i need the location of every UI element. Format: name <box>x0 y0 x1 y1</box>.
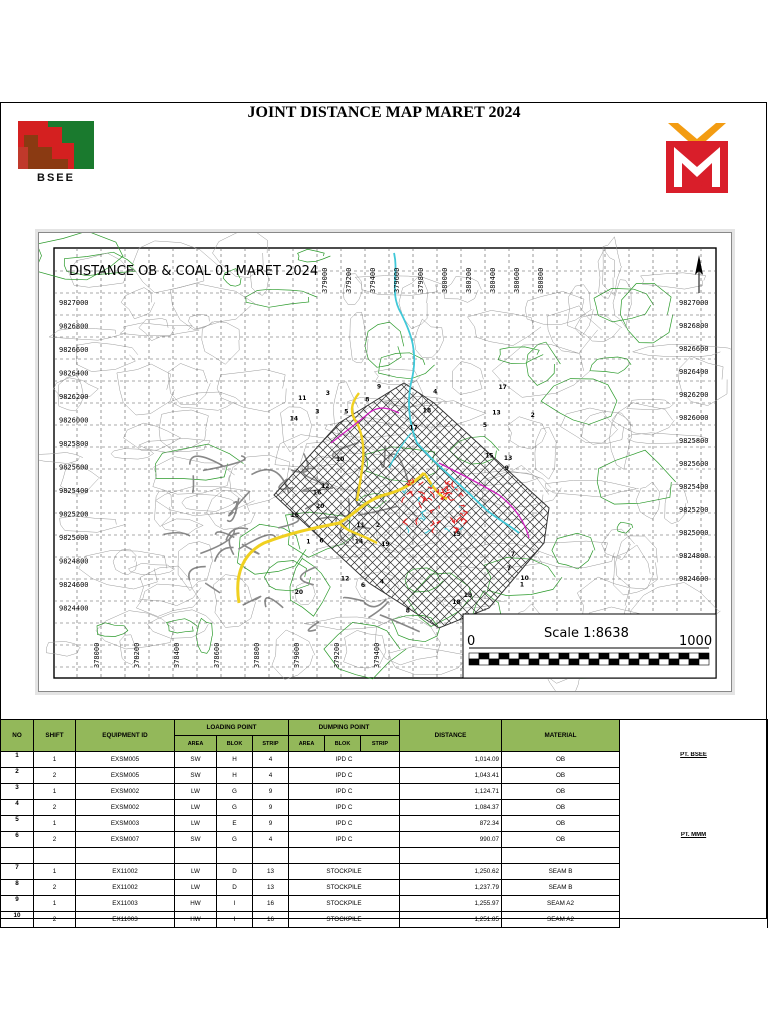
top-tick: 380400 <box>489 267 497 293</box>
right-tick: 9826800 <box>679 322 709 330</box>
row-no: 10 <box>1 912 34 928</box>
scale-segment <box>489 659 499 665</box>
route-point-label: 16 <box>290 511 299 519</box>
empty-cell <box>502 848 620 864</box>
header-loading-point: LOADING POINT <box>175 720 289 736</box>
route-point-label: 1 <box>306 538 311 546</box>
map-canvas <box>39 233 731 691</box>
row-equipment-id: EXSM002 <box>76 800 175 816</box>
row-dumping-point: IPD C <box>289 752 400 768</box>
bottom-tick: 378200 <box>133 642 141 668</box>
scale-segment <box>559 659 569 665</box>
right-tick: 9826200 <box>679 391 709 399</box>
row-loading-strip: 13 <box>253 864 289 880</box>
distance-table <box>0 719 768 928</box>
route-point-label: 2 <box>376 522 381 529</box>
row-distance: 1,237.79 <box>400 880 502 896</box>
scale-segment <box>679 653 689 659</box>
row-loading-blok: G <box>217 784 253 800</box>
right-tick: 9826600 <box>679 345 709 353</box>
empty-cell <box>289 848 400 864</box>
route-point-label: 20 <box>316 503 325 511</box>
empty-cell <box>400 848 502 864</box>
row-equipment-id: EX11003 <box>76 896 175 912</box>
empty-cell <box>253 848 289 864</box>
bottom-tick: 378400 <box>173 642 181 668</box>
table-row <box>1 832 768 848</box>
map-title: DISTANCE OB & COAL 01 MARET 2024 <box>69 264 319 279</box>
scale-segment <box>679 659 689 665</box>
header-dumping-blok: BLOK <box>325 736 361 752</box>
row-material: OB <box>502 784 620 800</box>
top-tick: 380000 <box>441 267 449 293</box>
row-loading-area: SW <box>175 768 217 784</box>
scale-segment <box>649 659 659 665</box>
bottom-tick: 379000 <box>293 642 301 668</box>
row-material: SEAM A2 <box>502 912 620 928</box>
header-dumping-point: DUMPING POINT <box>289 720 400 736</box>
scale-segment <box>619 653 629 659</box>
scale-segment <box>609 653 619 659</box>
scale-segment <box>479 653 489 659</box>
table-row <box>1 752 768 768</box>
empty-cell <box>217 848 253 864</box>
row-distance: 990.07 <box>400 832 502 848</box>
row-material: SEAM A2 <box>502 896 620 912</box>
route-point-label: 18 <box>422 407 432 415</box>
row-dumping-point: IPD C <box>289 816 400 832</box>
empty-cell <box>76 848 175 864</box>
route-point-label: 15 <box>452 531 461 538</box>
row-loading-strip: 4 <box>253 768 289 784</box>
row-shift: 2 <box>34 880 76 896</box>
header-distance: DISTANCE <box>400 720 502 752</box>
scale-segment <box>529 653 539 659</box>
row-loading-area: LW <box>175 784 217 800</box>
route-point-label: 19 <box>463 592 473 600</box>
route-point-label: 13 <box>492 409 501 417</box>
row-dumping-point: STOCKPILE <box>289 864 400 880</box>
row-distance: 1,251.85 <box>400 912 502 928</box>
bottom-tick: 378600 <box>213 642 221 668</box>
left-tick: 9825600 <box>59 463 89 472</box>
row-loading-blok: I <box>217 912 253 928</box>
row-dumping-point: STOCKPILE <box>289 880 400 896</box>
left-tick: 9824400 <box>59 604 89 613</box>
row-equipment-id: EX11003 <box>76 912 175 928</box>
route-point-label: 17 <box>498 383 507 391</box>
row-shift: 1 <box>34 864 76 880</box>
scale-segment <box>599 659 609 665</box>
scale-segment <box>469 653 479 659</box>
scale-segment <box>629 659 639 665</box>
row-loading-strip: 9 <box>253 816 289 832</box>
top-tick: 379000 <box>321 267 329 293</box>
row-material: OB <box>502 832 620 848</box>
header-dumping-area: AREA <box>289 736 325 752</box>
row-no: 4 <box>1 800 34 816</box>
right-tick: 9827000 <box>679 299 709 307</box>
route-point-label: 11 <box>298 395 307 403</box>
left-tick: 9826200 <box>59 393 89 401</box>
scale-segment <box>599 653 609 659</box>
left-tick: 9827000 <box>59 299 89 307</box>
route-point-label: 6 <box>360 582 366 589</box>
scale-segment <box>549 653 559 659</box>
row-shift: 1 <box>34 896 76 912</box>
row-material: OB <box>502 768 620 784</box>
scale-segment <box>669 659 679 665</box>
top-tick: 379600 <box>393 267 401 293</box>
row-loading-blok: I <box>217 896 253 912</box>
row-material: SEAM B <box>502 880 620 896</box>
scale-segment <box>499 659 509 665</box>
route-point-label: 4 <box>433 388 438 396</box>
row-loading-blok: D <box>217 880 253 896</box>
left-tick: 9825400 <box>59 487 89 495</box>
scale-segment <box>479 659 489 665</box>
scale-segment <box>629 653 639 659</box>
route-point-label: 4 <box>379 578 385 586</box>
left-tick: 9826800 <box>59 322 89 331</box>
row-loading-blok: G <box>217 800 253 816</box>
left-tick: 9825800 <box>59 440 89 448</box>
row-loading-area: LW <box>175 816 217 832</box>
right-tick: 9825800 <box>679 437 709 445</box>
scale-segment <box>639 653 649 659</box>
row-equipment-id: EXSM007 <box>76 832 175 848</box>
row-loading-area: HW <box>175 912 217 928</box>
row-dumping-point: IPD C <box>289 832 400 848</box>
route-point-label: 10 <box>520 574 529 582</box>
header-dumping-strip: STRIP <box>361 736 400 752</box>
scale-segment <box>569 653 579 659</box>
row-equipment-id: EXSM003 <box>76 816 175 832</box>
route-point-label: 1 <box>519 581 525 589</box>
row-no: 3 <box>1 784 34 800</box>
right-tick: 9825000 <box>679 529 709 537</box>
left-tick: 9825200 <box>59 510 89 519</box>
row-equipment-id: EXSM005 <box>76 768 175 784</box>
row-shift: 2 <box>34 912 76 928</box>
scale-segment <box>509 653 519 659</box>
row-loading-strip: 4 <box>253 752 289 768</box>
scale-segment <box>579 659 589 665</box>
scale-segment <box>609 659 619 665</box>
row-dumping-point: IPD C <box>289 800 400 816</box>
row-loading-area: LW <box>175 800 217 816</box>
route-point-label: 5 <box>344 408 349 416</box>
company-pt-bsee: PT. BSEE <box>620 752 768 832</box>
row-loading-blok: E <box>217 816 253 832</box>
row-distance: 1,043.41 <box>400 768 502 784</box>
left-tick: 9826400 <box>59 369 89 378</box>
route-point-label: 7 <box>506 564 512 572</box>
right-tick: 9826400 <box>679 368 709 376</box>
empty-cell <box>1 848 34 864</box>
row-distance: 872.34 <box>400 816 502 832</box>
top-tick: 379200 <box>345 267 353 293</box>
company-header-cell <box>620 720 768 752</box>
left-tick: 9824600 <box>59 581 89 589</box>
right-tick: 9825400 <box>679 483 709 491</box>
route-point-label: 9 <box>504 464 509 472</box>
row-loading-strip: 9 <box>253 800 289 816</box>
mmm-logo <box>666 123 728 193</box>
scale-segment <box>569 659 579 665</box>
bottom-tick: 379400 <box>373 642 381 668</box>
row-shift: 1 <box>34 752 76 768</box>
route-point-label: 12 <box>321 483 330 491</box>
row-shift: 1 <box>34 784 76 800</box>
scale-label: Scale 1:8638 <box>544 626 629 641</box>
row-loading-strip: 13 <box>253 880 289 896</box>
row-distance: 1,014.09 <box>400 752 502 768</box>
route-point-label: 15 <box>485 452 494 460</box>
route-point-label: 8 <box>405 607 410 615</box>
route-point-label: 13 <box>503 455 513 462</box>
bsee-logo <box>18 121 94 183</box>
route-point-label: 19 <box>381 541 390 549</box>
scale-segment <box>589 653 599 659</box>
left-tick: 9825000 <box>59 534 89 542</box>
row-shift: 2 <box>34 800 76 816</box>
row-shift: 2 <box>34 768 76 784</box>
route-point-label: 7 <box>510 550 515 558</box>
distance-map <box>38 232 732 692</box>
row-shift: 1 <box>34 816 76 832</box>
row-loading-area: HW <box>175 896 217 912</box>
row-dumping-point: IPD C <box>289 784 400 800</box>
bottom-tick: 378800 <box>253 642 261 668</box>
header-material: MATERIAL <box>502 720 620 752</box>
bottom-tick: 378000 <box>93 642 101 668</box>
route-point-label: 20 <box>294 589 304 596</box>
row-distance: 1,250.62 <box>400 864 502 880</box>
row-no: 7 <box>1 864 34 880</box>
row-shift: 2 <box>34 832 76 848</box>
route-point-label: 2 <box>530 412 535 419</box>
row-material: OB <box>502 816 620 832</box>
route-point-label: 3 <box>325 390 330 398</box>
row-no: 5 <box>1 816 34 832</box>
row-loading-area: SW <box>175 752 217 768</box>
row-material: OB <box>502 800 620 816</box>
right-tick: 9824800 <box>679 552 709 560</box>
scale-end: 1000 <box>679 634 713 649</box>
row-loading-blok: D <box>217 864 253 880</box>
right-tick: 9824600 <box>679 575 709 583</box>
page-title: JOINT DISTANCE MAP MARET 2024 <box>247 104 521 121</box>
row-no: 8 <box>1 880 34 896</box>
route-point-label: 9 <box>377 383 382 391</box>
scale-segment <box>699 659 709 665</box>
empty-cell <box>175 848 217 864</box>
bottom-tick: 379200 <box>333 642 341 668</box>
scale-segment <box>669 653 679 659</box>
route-point-label: 17 <box>409 424 418 432</box>
header-equipment: EQUIPMENT ID <box>76 720 175 752</box>
row-loading-strip: 16 <box>253 912 289 928</box>
row-distance: 1,255.97 <box>400 896 502 912</box>
row-no: 9 <box>1 896 34 912</box>
scale-segment <box>499 653 509 659</box>
left-tick: 9826000 <box>59 416 89 425</box>
scale-segment <box>689 659 699 665</box>
road-line <box>193 475 194 493</box>
left-tick: 9824800 <box>59 557 89 566</box>
header-loading-blok: BLOK <box>217 736 253 752</box>
route-point-label: 18 <box>452 598 461 606</box>
header-loading-strip: STRIP <box>253 736 289 752</box>
route-point-label: 14 <box>354 538 364 546</box>
scale-segment <box>539 659 549 665</box>
top-tick: 379400 <box>369 267 377 293</box>
row-dumping-point: IPD C <box>289 768 400 784</box>
scale-segment <box>689 653 699 659</box>
empty-cell <box>34 848 76 864</box>
scale-segment <box>579 653 589 659</box>
row-loading-blok: H <box>217 752 253 768</box>
scale-segment <box>519 653 529 659</box>
scale-start: 0 <box>467 634 476 649</box>
row-loading-area: LW <box>175 880 217 896</box>
header-shift: SHIFT <box>34 720 76 752</box>
route-point-label: 16 <box>312 489 322 497</box>
route-point-label: 6 <box>319 537 324 545</box>
scale-segment <box>549 659 559 665</box>
row-material: SEAM B <box>502 864 620 880</box>
scale-segment <box>519 659 529 665</box>
scale-segment <box>509 659 519 665</box>
scale-segment <box>659 659 669 665</box>
route-point-label: 10 <box>336 455 345 463</box>
row-loading-blok: G <box>217 832 253 848</box>
scale-segment <box>539 653 549 659</box>
scale-segment <box>659 653 669 659</box>
header-loading-area: AREA <box>175 736 217 752</box>
route-point-label: 5 <box>482 421 488 429</box>
right-tick: 9825600 <box>679 460 709 468</box>
row-distance: 1,124.71 <box>400 784 502 800</box>
route-point-label: 11 <box>356 522 365 530</box>
row-equipment-id: EXSM002 <box>76 784 175 800</box>
right-tick: 9826000 <box>679 414 709 422</box>
row-equipment-id: EXSM005 <box>76 752 175 768</box>
scale-segment <box>639 659 649 665</box>
row-equipment-id: EX11002 <box>76 864 175 880</box>
top-tick: 380800 <box>537 267 545 293</box>
left-tick: 9826600 <box>59 346 89 354</box>
route-point-label: 12 <box>340 575 350 583</box>
row-dumping-point: STOCKPILE <box>289 912 400 928</box>
row-loading-strip: 16 <box>253 896 289 912</box>
row-distance: 1,084.37 <box>400 800 502 816</box>
scale-segment <box>589 659 599 665</box>
row-loading-blok: H <box>217 768 253 784</box>
scale-segment <box>699 653 709 659</box>
top-tick: 380600 <box>513 267 521 293</box>
scale-segment <box>469 659 479 665</box>
row-equipment-id: EX11002 <box>76 880 175 896</box>
route-point-label: 8 <box>365 396 370 404</box>
header-no: NO <box>1 720 34 752</box>
row-material: OB <box>502 752 620 768</box>
row-loading-area: SW <box>175 832 217 848</box>
row-loading-strip: 9 <box>253 784 289 800</box>
route-point-label: 14 <box>289 415 299 423</box>
row-loading-strip: 4 <box>253 832 289 848</box>
row-no: 2 <box>1 768 34 784</box>
scale-segment <box>559 653 569 659</box>
scale-segment <box>619 659 629 665</box>
scale-segment <box>489 653 499 659</box>
right-tick: 9825200 <box>679 506 709 514</box>
row-dumping-point: STOCKPILE <box>289 896 400 912</box>
row-no: 6 <box>1 832 34 848</box>
route-point-label: 3 <box>315 408 320 416</box>
row-loading-area: LW <box>175 864 217 880</box>
scale-segment <box>529 659 539 665</box>
row-no: 1 <box>1 752 34 768</box>
top-tick: 380200 <box>465 267 473 293</box>
scale-segment <box>649 653 659 659</box>
bsee-logo-text: BSEE <box>37 172 75 183</box>
top-tick: 379800 <box>417 267 425 293</box>
company-pt-mmm: PT. MMM <box>620 832 768 928</box>
